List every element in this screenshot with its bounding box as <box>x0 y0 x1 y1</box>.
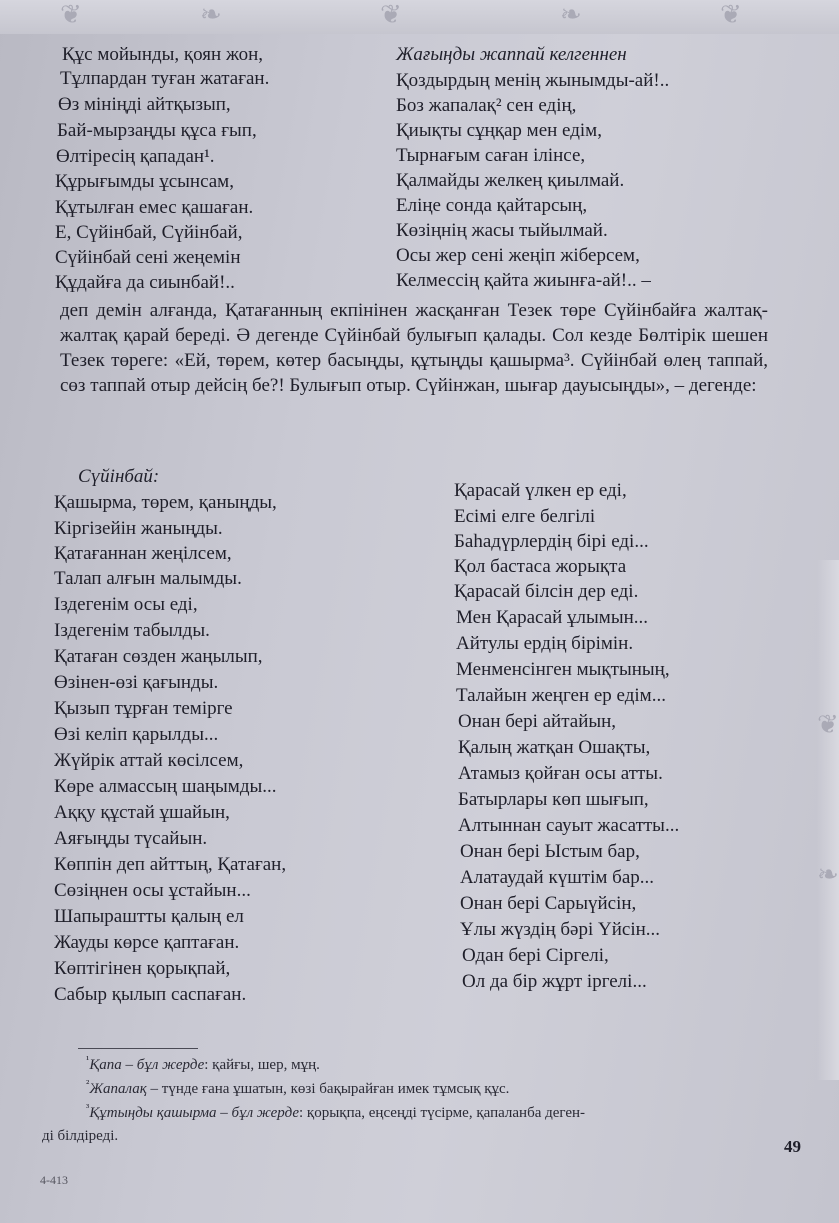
ornament-curl-icon: ❦ <box>720 0 742 29</box>
poem-line: Қашырма, төрем, қаныңды, <box>54 492 277 513</box>
poem-line: Атамыз қойған осы атты. <box>458 763 663 784</box>
footnote-mark: ² <box>86 1078 90 1090</box>
poem-line: Тырнағым саған ілінсе, <box>396 145 586 166</box>
poem-line: Осы жер сені жеңіп жіберсем, <box>396 245 640 266</box>
poem-line: Талайын жеңген ер едім... <box>456 685 666 706</box>
footnote-term: Жапалақ <box>89 1081 147 1097</box>
poem-line: Қатаған сөзден жаңылып, <box>54 646 263 667</box>
poem-line: Көзіңнің жасы тыйылмай. <box>396 220 608 241</box>
print-code: 4-413 <box>40 1173 68 1187</box>
poem-line: Баһадүрлердің бірі еді... <box>454 531 649 552</box>
footnote-separator <box>78 1048 198 1049</box>
footnote-mark: ³ <box>86 1102 90 1114</box>
poem-line: Қызып тұрған темірге <box>54 698 233 719</box>
footnote-mark: ¹ <box>86 1054 90 1066</box>
footnote <box>42 1128 118 1145</box>
prose-paragraph <box>60 298 768 398</box>
ornament-curl-icon: ❧ <box>560 0 582 29</box>
poem-line: Жауды көрсе қаптаған. <box>54 932 240 953</box>
speaker-label: Сүйінбай: <box>78 466 160 487</box>
poem-line: Қоздырдың менің жынымды-ай!.. <box>396 70 670 91</box>
poem-line: Онан бері айтайын, <box>458 711 617 732</box>
ornament-curl-icon: ❧ <box>200 0 222 29</box>
poem-line: Жағыңды жаппай келгеннен <box>396 44 627 65</box>
ornament-curl-icon: ❦ <box>380 0 402 29</box>
poem-line: Мен Қарасай ұлымын... <box>456 607 649 628</box>
poem-line: Боз жапалақ² сен едің, <box>396 95 577 116</box>
poem-line: Іздегенім осы еді, <box>54 594 198 615</box>
ornament-curl-icon: ❦ <box>60 0 82 29</box>
poem-line: Батырлары көп шығып, <box>458 789 649 810</box>
prose-text: деп демін алғанда, Қатағанның екпінінен жасқанған Тезек төре Сүйінбайға жалтақ-жалтақ қарай береді. Ә дегенде Сүйінбай булығып қалады. Сол кезде Бөлтірік шешен Тезек төреге: «Ей, төрем, көтер басыңды, құтыңды қашырма³. Сүйінбай өлең таппай, сөз таппай отыр дейсің бе?! Булығып отыр. Сүйінжан, шығар дауысыңды», – дегенде: <box>60 300 768 396</box>
poem-line: Алатаудай күштім бар... <box>460 867 655 888</box>
ornament-curl-icon: ❦ <box>817 710 839 739</box>
poem-line: Айтулы ердің бірімін. <box>456 633 634 654</box>
poem-line: Құс мойынды, қоян жон, <box>62 44 264 65</box>
footnote <box>86 1054 320 1074</box>
poem-line: Өзінен-өзі қағынды. <box>54 672 219 693</box>
poem-line: Бай-мырзаңды құса ғып, <box>57 120 257 141</box>
poem-line: Талап алғын малымды. <box>54 568 242 589</box>
footnote-text: : қайғы, шер, мұң. <box>204 1057 320 1073</box>
footnote <box>86 1102 585 1122</box>
poem-line: Қиықты сұңқар мен едім, <box>396 120 602 141</box>
poem-line: Өз мініңді айтқызып, <box>58 94 231 115</box>
poem-line: Өзі келіп қарылды... <box>54 724 219 745</box>
footnote-term: Қапа – бұл жерде <box>89 1057 205 1073</box>
footnote-term: Құтыңды қашырма – бұл жерде <box>89 1105 300 1121</box>
ornament-curl-icon: ❧ <box>817 860 839 889</box>
poem-line: Құдайға да сиынбай!.. <box>55 272 235 293</box>
poem-line: Шапыраштты қалың ел <box>54 906 244 927</box>
footnote-text: ді білдіреді. <box>42 1128 119 1144</box>
poem-line: Одан бері Сіргелі, <box>462 945 609 966</box>
poem-line: Өлтіресің қападан¹. <box>56 146 215 167</box>
poem-line: Онан бері Сарыүйсін, <box>460 893 637 914</box>
poem-line: Е, Сүйінбай, Сүйінбай, <box>55 222 243 243</box>
poem-line: Қарасай білсін дер еді. <box>454 581 639 602</box>
poem-line: Құрығымды ұсынсам, <box>55 171 234 192</box>
poem-line: Онан бері Ыстым бар, <box>460 841 640 862</box>
poem-line: Келмессің қайта жиынға-ай!.. – <box>396 270 651 291</box>
poem-line: Сөзіңнен осы ұстайын... <box>54 880 251 901</box>
poem-line: Сабыр қылып саспаған. <box>54 984 247 1005</box>
poem-line: Қарасай үлкен ер еді, <box>454 480 627 501</box>
poem-line: Қалың жатқан Ошақты, <box>458 737 651 758</box>
poem-line: Қалмайды желкең қиылмай. <box>396 170 625 191</box>
side-ornament-border <box>817 560 839 1080</box>
poem-line: Есімі елге белгілі <box>454 506 596 527</box>
footnote-text: – түнде ғана ұшатын, көзі бақырайған имек тұмсық құс. <box>146 1081 510 1097</box>
poem-line: Тұлпардан туған жатаған. <box>60 68 270 89</box>
poem-line: Жүйрік аттай көсілсем, <box>54 750 244 771</box>
poem-line: Аяғыңды түсайын. <box>54 828 208 849</box>
poem-line: Ұлы жүздің бәрі Үйсін... <box>460 919 661 940</box>
poem-line: Еліңе сонда қайтарсың, <box>396 195 588 216</box>
poem-line: Ол да бір жұрт іргелі... <box>462 971 647 992</box>
poem-line: Қол бастаса жорықта <box>454 556 627 577</box>
poem-line: Көптігінен қорықпай, <box>54 958 231 979</box>
poem-line: Менменсінген мықтының, <box>456 659 670 680</box>
footnote <box>86 1078 509 1098</box>
footnote-text: : қорықпа, еңсеңді түсірме, қапаланба деген- <box>299 1105 586 1121</box>
poem-line: Көре алмассың шаңымды... <box>54 776 277 797</box>
poem-line: Іздегенім табылды. <box>54 620 210 641</box>
poem-line: Көппін деп айттың, Қатаған, <box>54 854 287 875</box>
poem-line: Кіргізейін жаныңды. <box>54 518 223 539</box>
page-number: 49 <box>784 1137 801 1156</box>
poem-line: Қатағаннан жеңілсем, <box>54 543 232 564</box>
poem-line: Алтыннан сауыт жасатты... <box>458 815 680 836</box>
top-ornament-border <box>0 0 839 34</box>
poem-line: Сүйінбай сені жеңемін <box>55 247 241 268</box>
poem-line: Құтылған емес қашаған. <box>55 197 254 218</box>
poem-line: Аққу құстай ұшайын, <box>54 802 230 823</box>
